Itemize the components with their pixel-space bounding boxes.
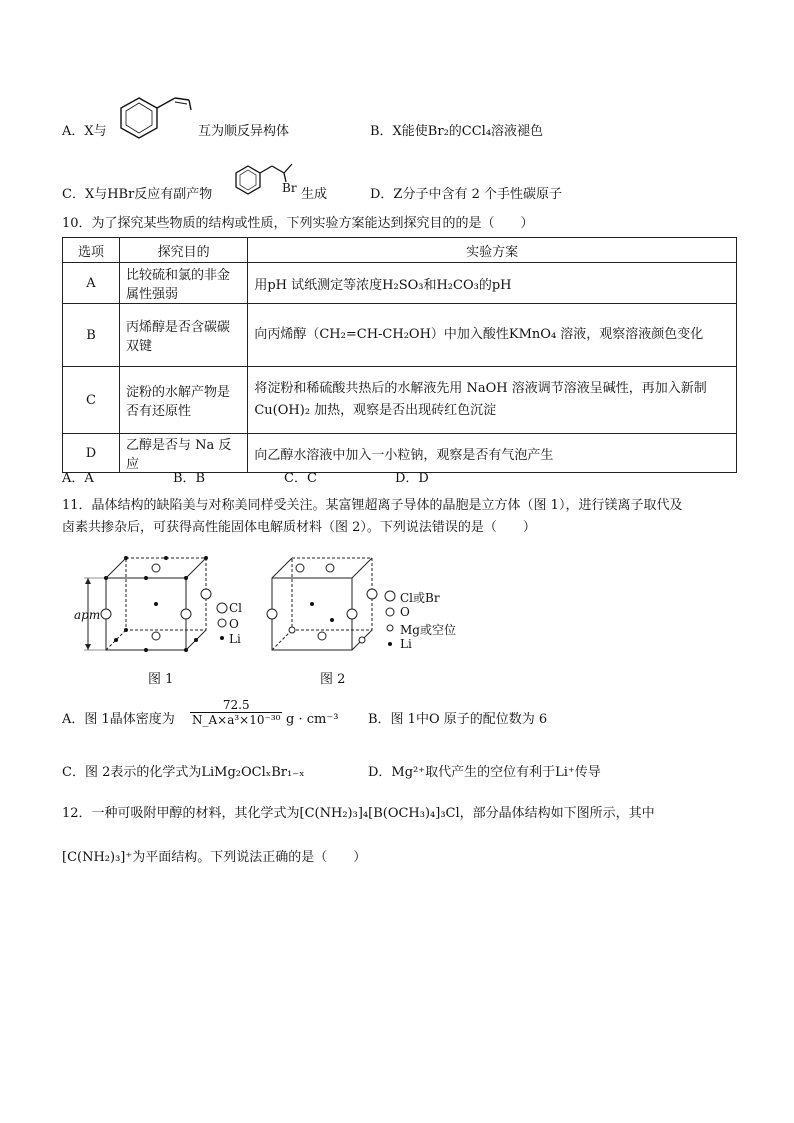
q11-option-a-prefix: A．图 1晶体密度为 bbox=[62, 712, 175, 727]
q10-stem: 10．为了探究某些物质的结构或性质，下列实验方案能达到探究目的的是（ ） bbox=[62, 216, 534, 231]
figure-1-legend-cl: Cl bbox=[229, 601, 243, 615]
figure-1-dimension-label: apm bbox=[74, 608, 101, 622]
table-row bbox=[63, 434, 737, 473]
fraction-numerator: 72.5 bbox=[190, 698, 282, 713]
q11-stem-line1: 11．晶体结构的缺陷美与对称美同样受关注。某富锂超离子导体的晶胞是立方体（图 1），进行镁离子取代及 bbox=[62, 498, 683, 513]
figure-2-unit-cell bbox=[262, 548, 392, 660]
q9-option-a-prefix: A．X与 bbox=[62, 124, 107, 139]
row-option: C bbox=[63, 367, 120, 434]
density-fraction bbox=[190, 698, 282, 727]
figure-2-legend-mg: Mg或空位 bbox=[400, 623, 456, 637]
q10-option-b: B．B bbox=[173, 471, 206, 486]
q9-option-c-prefix: C．X与HBr反应有副产物 bbox=[62, 187, 213, 202]
row-aim: 比较硫和氯的非金属性强弱 bbox=[120, 263, 248, 304]
figure-1-legend-o: O bbox=[229, 617, 239, 631]
table-row bbox=[63, 263, 737, 304]
header-plan: 实验方案 bbox=[248, 238, 737, 263]
figure-2-legend-symbols bbox=[382, 588, 398, 652]
density-unit: g · cm⁻³ bbox=[286, 712, 339, 727]
q10-option-d: D．D bbox=[395, 471, 429, 486]
table-row bbox=[63, 367, 737, 434]
q9-option-c-suffix: 生成 bbox=[301, 187, 328, 202]
header-aim: 探究目的 bbox=[120, 238, 248, 263]
row-plan: 用pH 试纸测定等浓度H₂SO₃和H₂CO₃的pH bbox=[248, 263, 737, 304]
figure-1-legend-li: Li bbox=[229, 632, 241, 646]
row-plan: 将淀粉和稀硫酸共热后的水解液先用 NaOH 溶液调节溶液呈碱性，再加入新制 Cu(OH)₂ 加热，观察是否出现砖红色沉淀 bbox=[248, 367, 737, 434]
bromine-label: Br bbox=[282, 181, 297, 195]
q9-option-b: B．X能使Br₂的CCl₄溶液褪色 bbox=[370, 124, 544, 139]
figure-2-legend-o: O bbox=[400, 605, 410, 619]
q9-option-d: D．Z分子中含有 2 个手性碳原子 bbox=[370, 187, 562, 202]
fraction-denominator: N_A×a³×10⁻³⁰ bbox=[192, 713, 281, 727]
q10-option-c: C．C bbox=[284, 471, 317, 486]
row-aim: 丙烯醇是否含碳碳双键 bbox=[120, 304, 248, 367]
q11-option-d: D．Mg²⁺取代产生的空位有利于Li⁺传导 bbox=[368, 765, 601, 780]
table-row bbox=[63, 304, 737, 367]
experiment-table bbox=[62, 237, 737, 473]
q11-option-c: C．图 2表示的化学式为LiMg₂OClₓBr₁₋ₓ bbox=[62, 765, 305, 780]
row-plan: 向丙烯醇（CH₂=CH-CH₂OH）中加入酸性KMnO₄ 溶液，观察溶液颜色变化 bbox=[248, 304, 737, 367]
q11-option-b: B．图 1中O 原子的配位数为 6 bbox=[368, 712, 548, 727]
row-plan: 向乙醇水溶液中加入一小粒钠，观察是否有气泡产生 bbox=[248, 434, 737, 473]
row-aim: 乙醇是否与 Na 反应 bbox=[120, 434, 248, 473]
styrene-structure bbox=[117, 90, 197, 152]
figure-2-legend-cl-br: Cl或Br bbox=[400, 591, 440, 605]
q10-option-a: A．A bbox=[62, 471, 94, 486]
figure-2-caption: 图 2 bbox=[320, 672, 346, 687]
row-option: B bbox=[63, 304, 120, 367]
header-option: 选项 bbox=[63, 238, 120, 263]
figure-2-legend-li: Li bbox=[400, 637, 412, 651]
row-option: A bbox=[63, 263, 120, 304]
q12-stem-line2: [C(NH₂)₃]⁺为平面结构。下列说法正确的是（ ） bbox=[62, 850, 367, 865]
q12-stem-line1: 12．一种可吸附甲醇的材料，其化学式为[C(NH₂)₃]₄[B(OCH₃)₄]₃Cl，部分晶体结构如下图所示，其中 bbox=[62, 806, 655, 821]
figure-1-caption: 图 1 bbox=[148, 672, 174, 687]
row-option: D bbox=[63, 434, 120, 473]
q11-stem-line2: 卤素共掺杂后，可获得高性能固体电解质材料（图 2）。下列说法错误的是（ ） bbox=[62, 520, 536, 535]
row-aim: 淀粉的水解产物是否有还原性 bbox=[120, 367, 248, 434]
q9-option-a-suffix: 互为顺反异构体 bbox=[198, 124, 290, 139]
